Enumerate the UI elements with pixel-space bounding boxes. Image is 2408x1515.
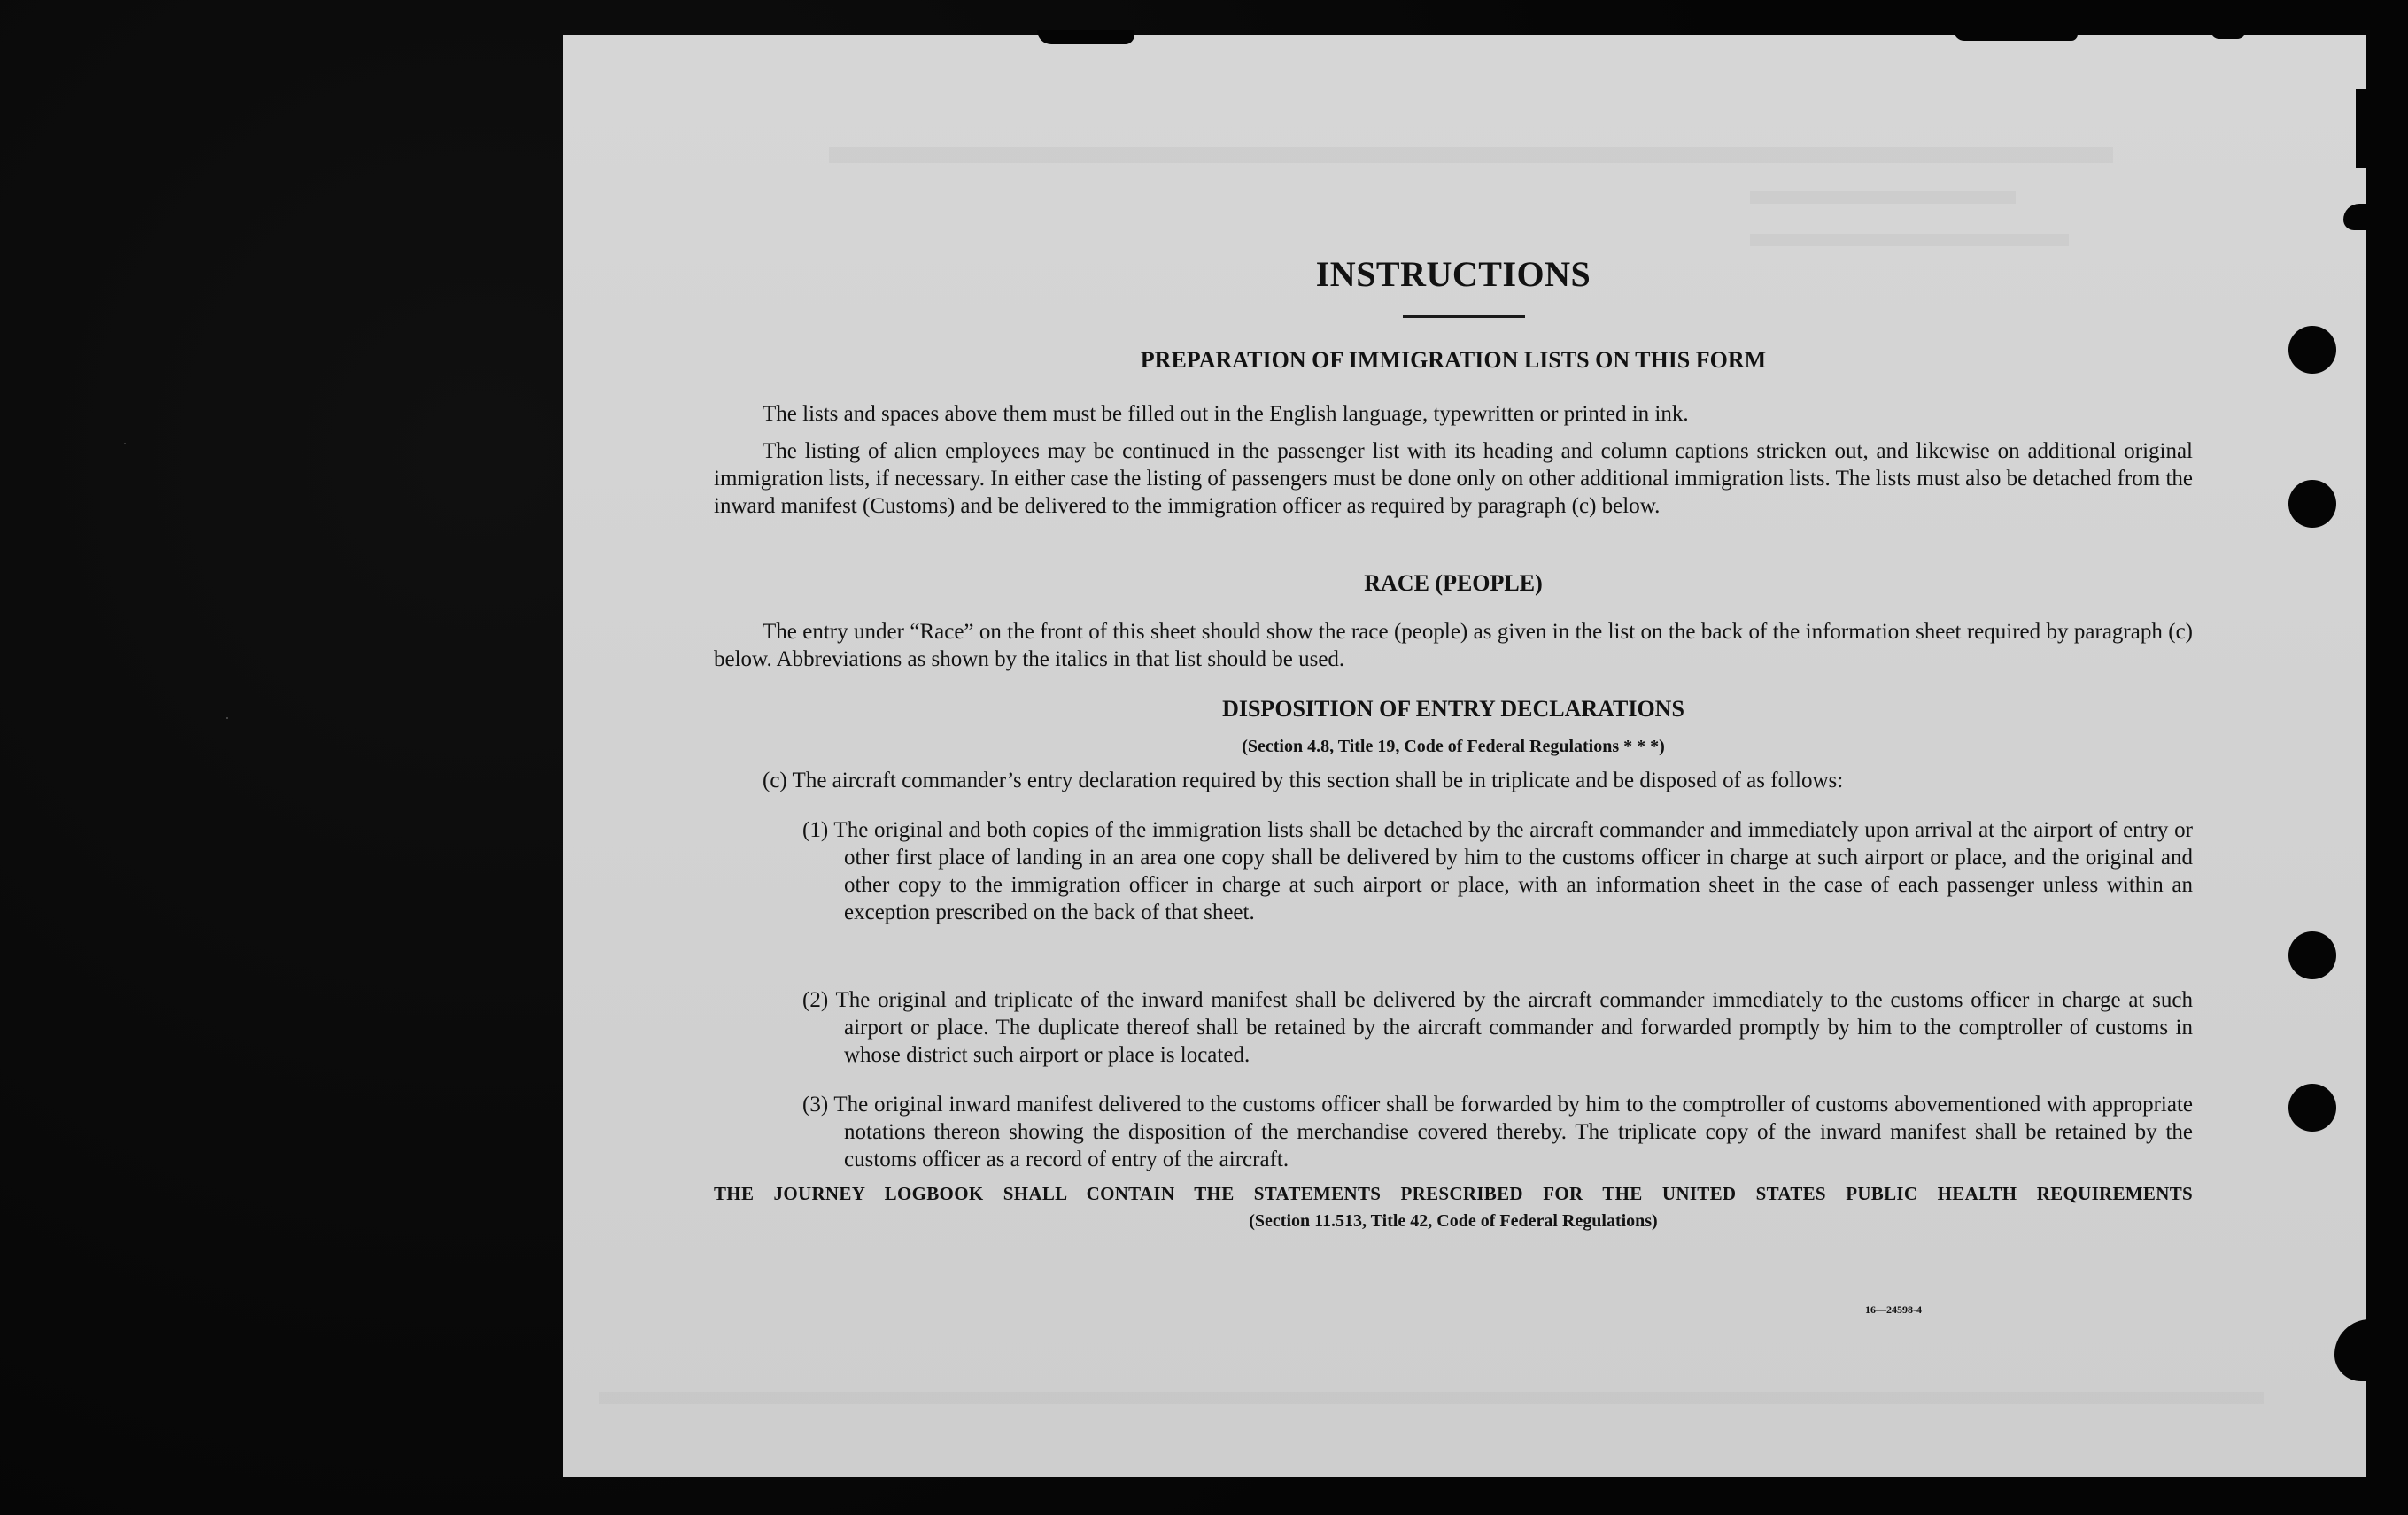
binder-hole (2288, 1084, 2336, 1132)
document-sheet (563, 35, 2366, 1477)
torn-edge (1954, 30, 2078, 41)
preparation-heading: PREPARATION OF IMMIGRATION LISTS ON THIS FORM (1140, 347, 1767, 373)
disposition-heading: DISPOSITION OF ENTRY DECLARATIONS (1222, 696, 1684, 722)
disposition-item-1: (1) The original and both copies of the immigration lists shall be detached by the aircraft commander and immediately upon arrival at the airport of entry or other first place of landing in an area one copy shall be delivered by him to the customs officer in charge at such airport or place, and the original and other copy to the immigration officer in charge at such airport or place, with an information sheet in the case of each passenger unless within an exception prescribed on the back of that sheet. (802, 818, 2193, 924)
public-health-statement: THE JOURNEY LOGBOOK SHALL CONTAIN THE STATEMENTS PRESCRIBED FOR THE UNITED STATES PUBLIC HEALTH REQUIREMENTS (714, 1183, 2193, 1204)
form-number: 16—24598-4 (1865, 1303, 1922, 1316)
disposition-item-3: (3) The original inward manifest delivered to the customs officer shall be forwarded by him to the comptroller of customs abovementioned with appropriate notations thereon showing the disposition of the merchandise covered thereby. The triplicate copy of the inward manifest shall be retained by the customs officer as a record of entry of the aircraft. (802, 1093, 2193, 1171)
disposition-intro: (c) The aircraft commander’s entry declaration required by this section shall be in triplicate and be disposed of as follows: (763, 769, 1844, 792)
torn-edge (2343, 204, 2379, 230)
disposition-item-2: (2) The original and triplicate of the inward manifest shall be delivered by the aircraft commander immediately to the customs officer in charge at such airport or place. The duplicate thereof shall be retained by the aircraft commander and forwarded promptly by him to the comptroller of customs in whose district such airport or place is located. (802, 988, 2193, 1067)
binder-hole (2288, 931, 2336, 979)
race-heading: RACE (PEOPLE) (1364, 570, 1543, 596)
binder-hole (2288, 326, 2336, 374)
bleed-through-text (1298, 106, 1304, 130)
public-health-citation: (Section 11.513, Title 42, Code of Federal Regulations) (1249, 1211, 1658, 1231)
binder-hole (2288, 480, 2336, 528)
title-underline (1403, 315, 1525, 318)
bleed-through-text (1750, 191, 2016, 204)
dust-speck (226, 717, 228, 719)
disposition-citation: (Section 4.8, Title 19, Code of Federal Regulations * * *) (1242, 737, 1665, 756)
torn-edge (2211, 30, 2246, 39)
dust-speck (124, 443, 126, 444)
preparation-paragraph-1: The lists and spaces above them must be filled out in the English language, typewritten or printed in ink. (763, 402, 1689, 426)
torn-edge (2356, 89, 2368, 168)
torn-edge (2334, 1319, 2379, 1381)
race-paragraph: The entry under “Race” on the front of this sheet should show the race (people) as given in the list on the back of the information sheet required by paragraph (c) below. Abbreviations as shown by the italics in that list should be used. (714, 620, 2193, 671)
bleed-through-text (599, 1392, 2264, 1404)
page-title: INSTRUCTIONS (1315, 254, 1591, 294)
bleed-through-text (1750, 234, 2069, 246)
torn-edge (1037, 30, 1134, 44)
bleed-through-text (829, 147, 2113, 163)
preparation-paragraph-2: The listing of alien employees may be continued in the passenger list with its heading and column captions stricken out, and likewise on additional original immigration lists, if necessary. In either case the listing of passengers must be done only on other additional immigration lists. The lists must also be detached from the inward manifest (Customs) and be delivered to the immigration officer as required by paragraph (c) below. (714, 439, 2193, 518)
